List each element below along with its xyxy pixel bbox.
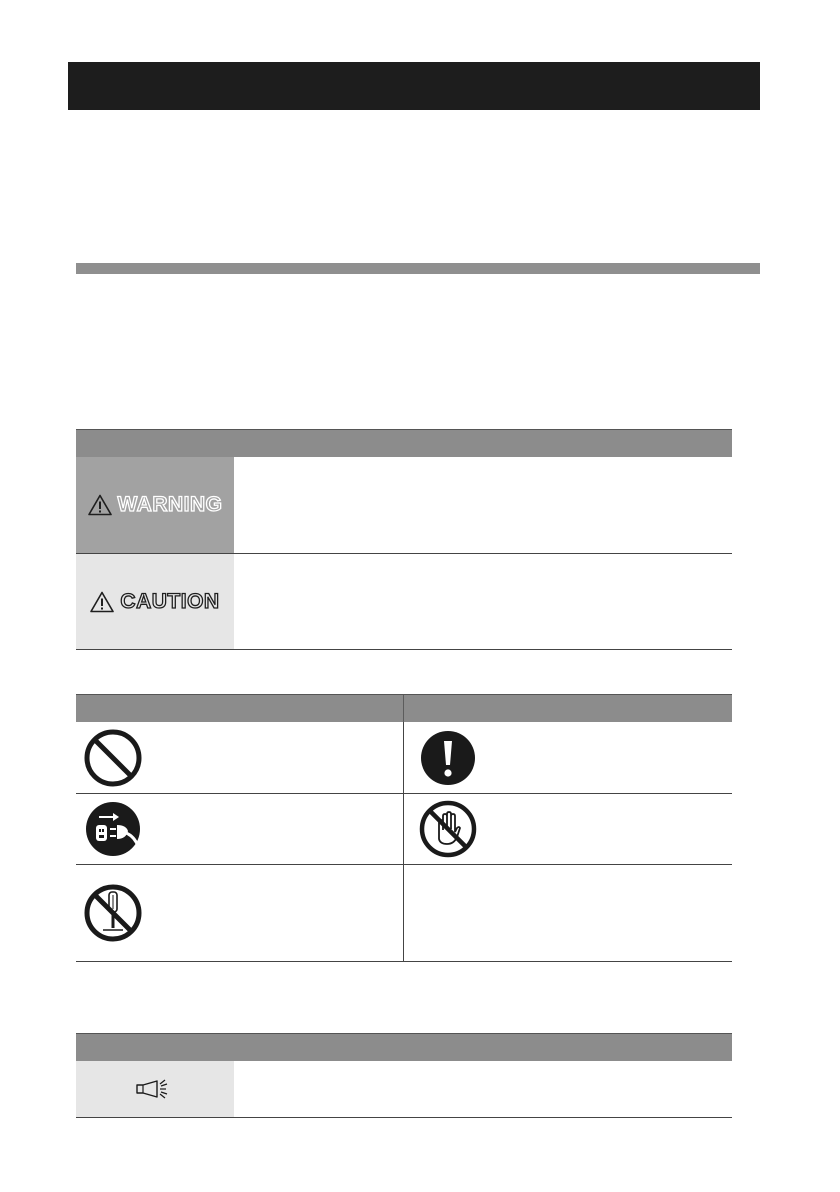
signal-word-table — [76, 429, 732, 650]
symbol-cell-do-not-disassemble — [76, 865, 403, 961]
table-row — [76, 722, 732, 794]
do-not-touch-icon — [418, 799, 478, 859]
symbol-cell-prohibited — [76, 722, 403, 793]
symbol-cell-empty — [403, 865, 730, 961]
table-header — [76, 429, 732, 457]
prohibited-icon — [82, 727, 144, 789]
table-header — [76, 1033, 732, 1061]
warning-cell — [76, 457, 234, 553]
notice-cell — [76, 1061, 234, 1117]
do-not-disassemble-icon — [82, 882, 144, 944]
mandatory-action-icon — [418, 728, 478, 788]
table-row-caution — [76, 554, 732, 650]
table-row — [76, 794, 732, 865]
caution-description — [234, 554, 732, 649]
title-bar — [68, 62, 760, 110]
symbols-table — [76, 694, 732, 962]
warning-label: WARNING — [117, 493, 223, 516]
header-right — [403, 695, 731, 722]
unplug-icon — [82, 798, 144, 860]
table-header — [76, 694, 732, 722]
table-row-notice — [76, 1061, 732, 1118]
table-row — [76, 865, 732, 962]
warning-triangle-icon — [90, 591, 114, 613]
header-left — [76, 695, 403, 722]
notice-table — [76, 1033, 732, 1118]
symbol-cell-do-not-touch — [403, 794, 730, 864]
section-divider — [76, 263, 760, 274]
warning-triangle-icon — [88, 494, 112, 516]
flashlight-icon — [131, 1078, 179, 1100]
warning-description — [234, 457, 732, 553]
table-row-warning — [76, 457, 732, 554]
symbol-cell-unplug — [76, 794, 403, 864]
notice-description — [234, 1061, 732, 1117]
caution-label: CAUTION — [120, 589, 220, 613]
caution-cell — [76, 554, 234, 649]
symbol-cell-mandatory — [403, 722, 730, 793]
